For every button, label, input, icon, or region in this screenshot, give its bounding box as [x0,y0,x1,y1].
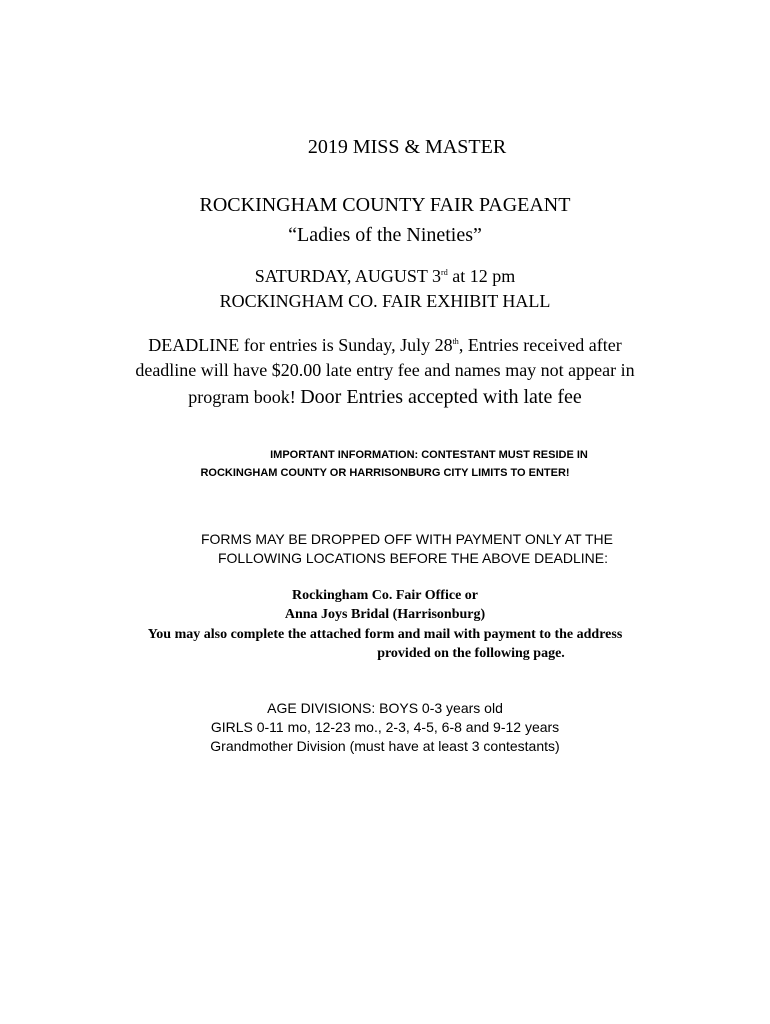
age-divisions-boys: AGE DIVISIONS: BOYS 0-3 years old [267,700,503,716]
forms-info-line-1: FORMS MAY BE DROPPED OFF WITH PAYMENT ONLY AT THE [200,531,614,547]
location-1: Rockingham Co. Fair Office or [292,588,478,603]
deadline-text: for entries is Sunday, July 28 [239,335,453,355]
event-date-text: SATURDAY, AUGUST 3 [254,266,442,286]
deadline-label: DEADLINE [148,335,240,355]
forms-info-line-2: FOLLOWING LOCATIONS BEFORE THE ABOVE DEADLINE: [217,550,608,566]
mail-info-line-1: You may also complete the attached form and mail with payment to the address [147,627,623,642]
door-entries-note: Door Entries accepted with late fee [300,386,582,408]
event-date-ordinal: rd [441,268,448,277]
event-date [0,266,770,287]
age-divisions-grandmother: Grandmother Division (must have at least 3 contestants) [210,738,560,754]
location-2: Anna Joys Bridal (Harrisonburg) [284,607,486,622]
event-venue: ROCKINGHAM CO. FAIR EXHIBIT HALL [219,291,551,311]
deadline-ordinal: th [452,337,459,346]
deadline-program-note: program book! [188,387,301,407]
deadline-line-2: deadline will have $20.00 late entry fee and names may not appear in [135,360,635,380]
mail-info-line-2: provided on the following page. [377,646,565,661]
page-title: 2019 MISS & MASTER [307,136,507,158]
pageant-theme: “Ladies of the Nineties” [288,224,482,246]
important-info-line-2: ROCKINGHAM COUNTY OR HARRISONBURG CITY LIMITS TO ENTER! [200,467,570,479]
deadline-line-3 [0,386,770,409]
age-divisions-girls: GIRLS 0-11 mo, 12-23 mo., 2-3, 4-5, 6-8 and 9-12 years [210,719,560,735]
deadline-text-end: , Entries received after [458,335,622,355]
important-info-line-1: IMPORTANT INFORMATION: CONTESTANT MUST RESIDE IN [270,449,588,461]
deadline-line-1 [0,335,770,356]
event-time: at 12 pm [447,266,516,286]
pageant-name: ROCKINGHAM COUNTY FAIR PAGEANT [199,194,571,216]
